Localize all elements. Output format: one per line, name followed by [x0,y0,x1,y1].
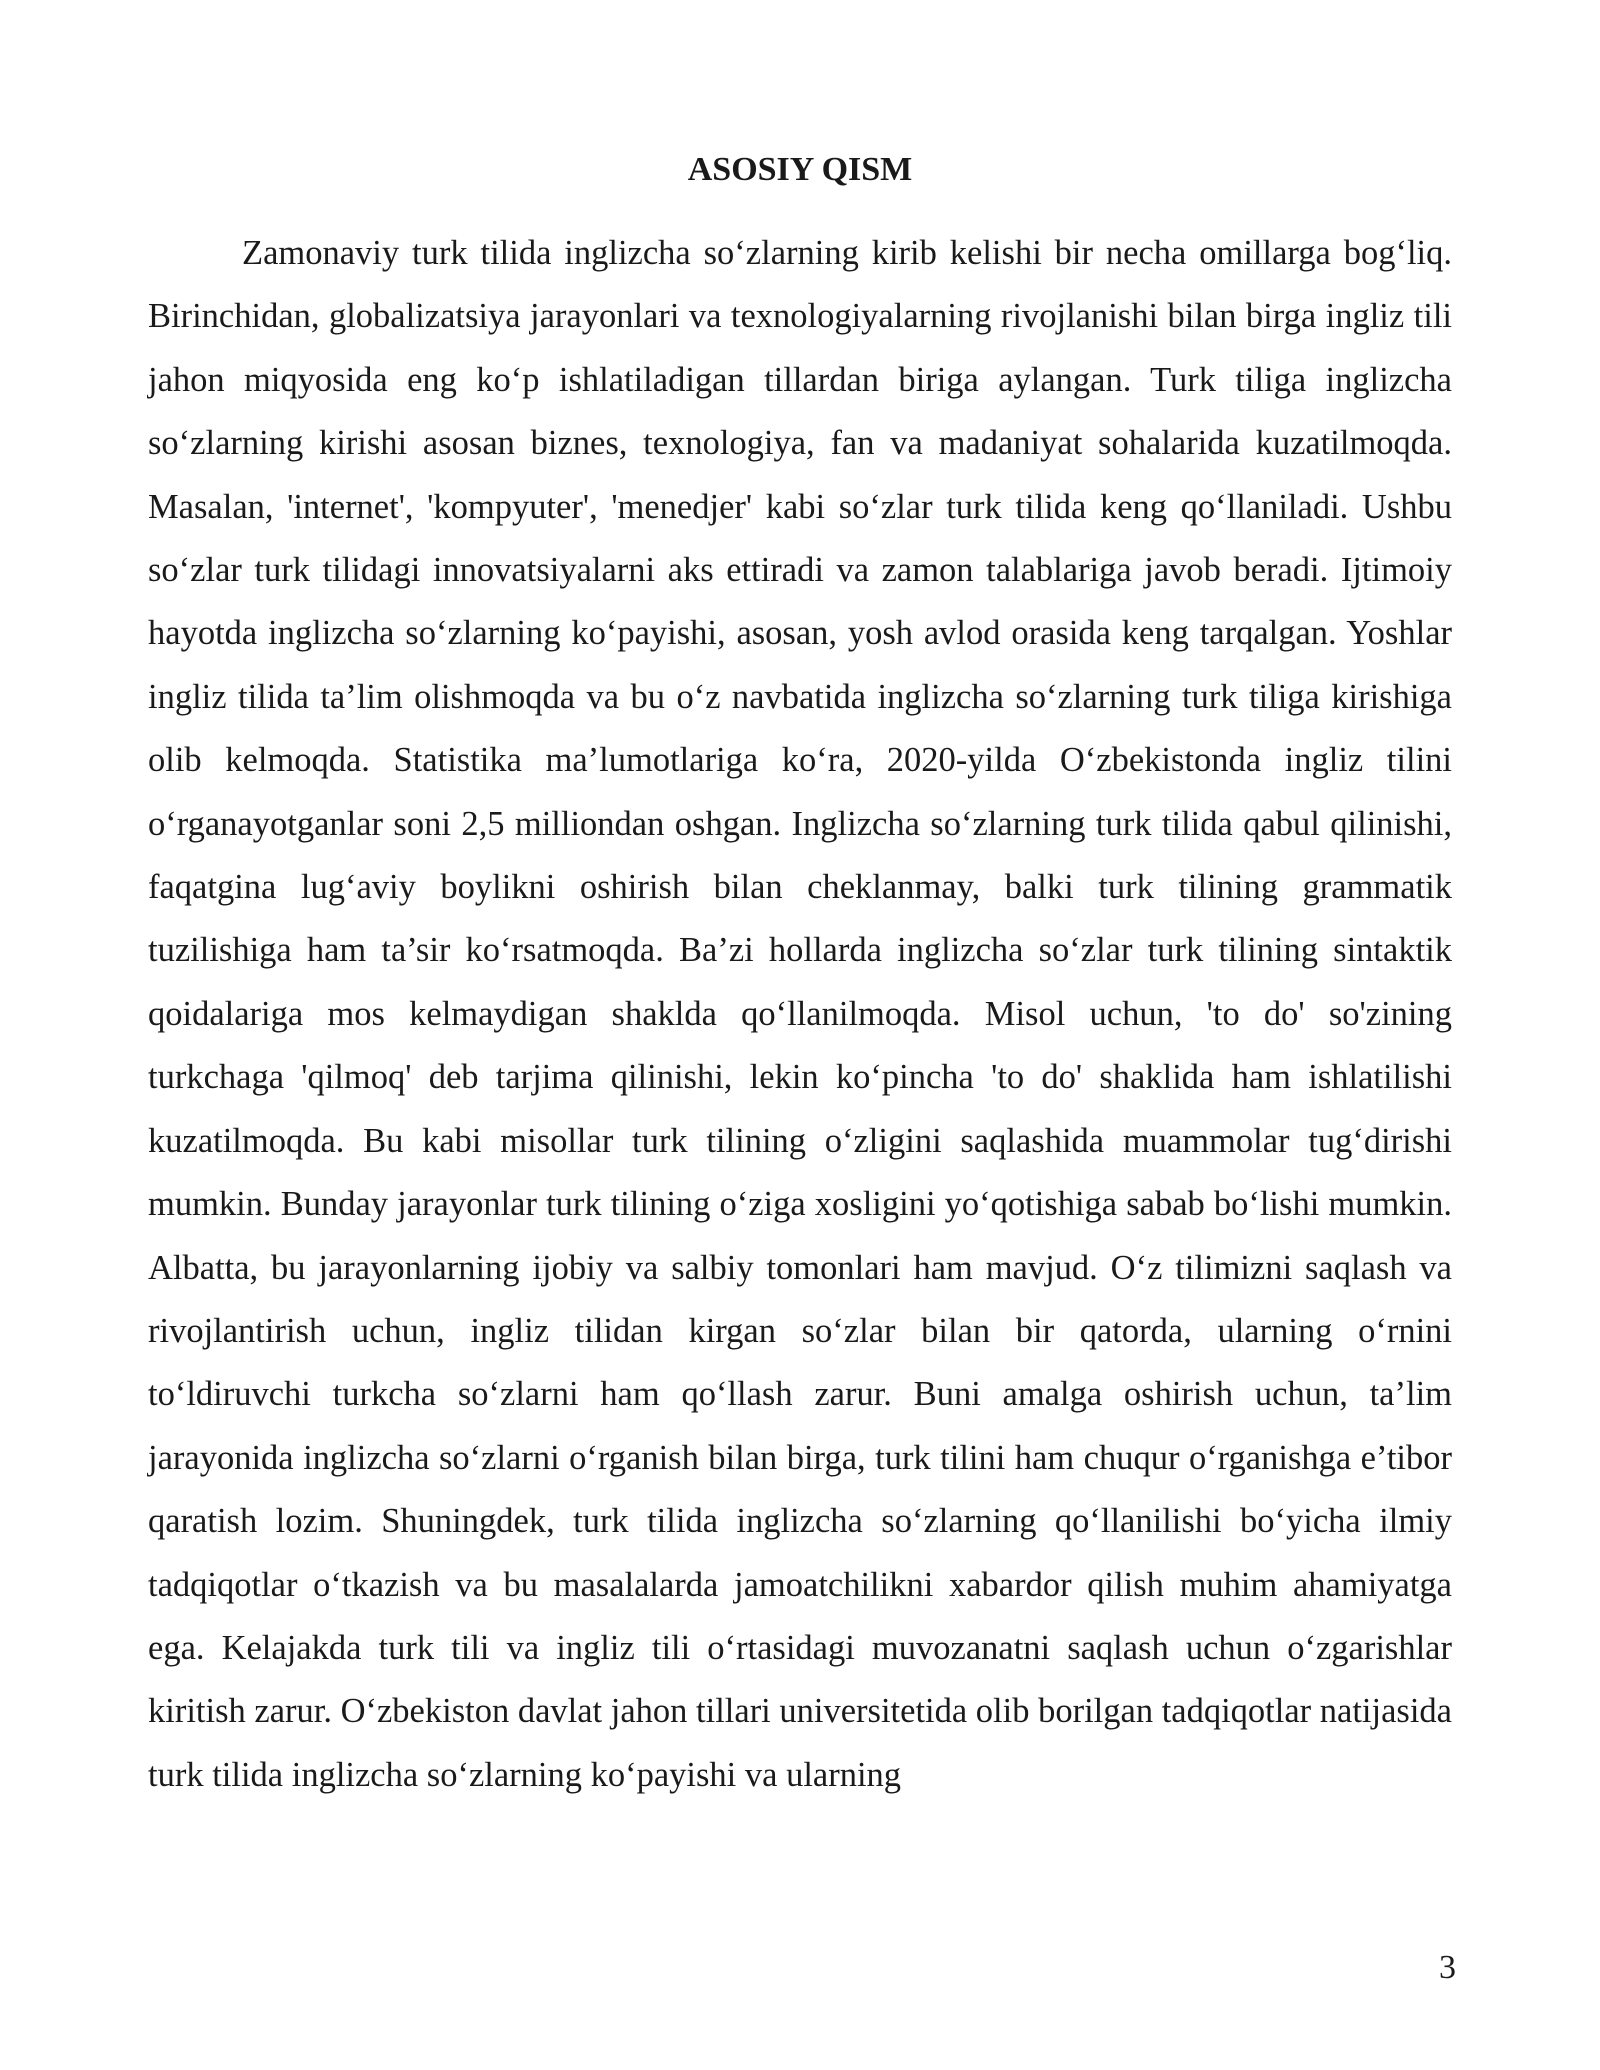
body-paragraph: Zamonaviy turk tilida inglizcha so‘zlarning kirib kelishi bir necha omillarga bog‘liq. Birinchidan, globalizatsiya jarayonlari va texnologiyalarning rivojlanishi bilan birga ingliz tili jahon miqyosida eng ko‘p ishlatiladigan tillardan biriga aylangan. Turk tiliga inglizcha so‘zlarning kirishi asosan biznes, texnologiya, fan va madaniyat sohalarida kuzatilmoqda. Masalan, 'internet', 'kompyuter', 'menedjer' kabi so‘zlar turk tilida keng qo‘llaniladi. Ushbu so‘zlar turk tilidagi innovatsiyalarni aks ettiradi va zamon talablariga javob beradi. Ijtimoiy hayotda inglizcha so‘zlarning ko‘payishi, asosan, yosh avlod orasida keng tarqalgan. Yoshlar ingliz tilida ta’lim olishmoqda va bu o‘z navbatida inglizcha so‘zlarning turk tiliga kirishiga olib kelmoqda. Statistika ma’lumotlariga ko‘ra, 2020-yilda O‘zbekistonda ingliz tilini o‘rganayotganlar soni 2,5 milliondan oshgan. Inglizcha so‘zlarning turk tilida qabul qilinishi, faqatgina lug‘aviy boylikni oshirish bilan cheklanmay, balki turk tilining grammatik tuzilishiga ham ta’sir ko‘rsatmoqda. Ba’zi hollarda inglizcha so‘zlar turk tilining sintaktik qoidalariga mos kelmaydigan shaklda qo‘llanilmoqda. Misol uchun, 'to do' so'zining turkchaga 'qilmoq' deb tarjima qilinishi, lekin ko‘pincha 'to do' shaklida ham ishlatilishi kuzatilmoqda. Bu kabi misollar turk tilining o‘zligini saqlashida muammolar tug‘dirishi mumkin. Bunday jarayonlar turk tilining o‘ziga xosligini yo‘qotishiga sabab bo‘lishi mumkin. Albatta, bu jarayonlarning ijobiy va salbiy tomonlari ham mavjud. O‘z tilimizni saqlash va rivojlantirish uchun, ingliz tilidan kirgan so‘zlar bilan bir qatorda, ularning o‘rnini to‘ldiruvchi turkcha so‘zlarni ham qo‘llash zarur. Buni amalga oshirish uchun, ta’lim jarayonida inglizcha so‘zlarni o‘rganish bilan birga, turk tilini ham chuqur o‘rganishga e’tibor qaratish lozim. Shuningdek, turk tilida inglizcha so‘zlarning qo‘llanilishi bo‘yicha ilmiy tadqiqotlar o‘tkazish va bu masalalarda jamoatchilikni xabardor qilish muhim ahamiyatga ega. Kelajakda turk tili va ingliz tili o‘rtasidagi muvozanatni saqlash uchun o‘zgarishlar kiritish zarur. O‘zbekiston davlat jahon tillari universitetida olib borilgan tadqiqotlar natijasida turk tilida inglizcha so‘zlarning ko‘payishi va ularning [148,234,1452,1794]
page-number: 3 [1439,1949,1456,1986]
section-heading: ASOSIY QISM [687,151,913,188]
